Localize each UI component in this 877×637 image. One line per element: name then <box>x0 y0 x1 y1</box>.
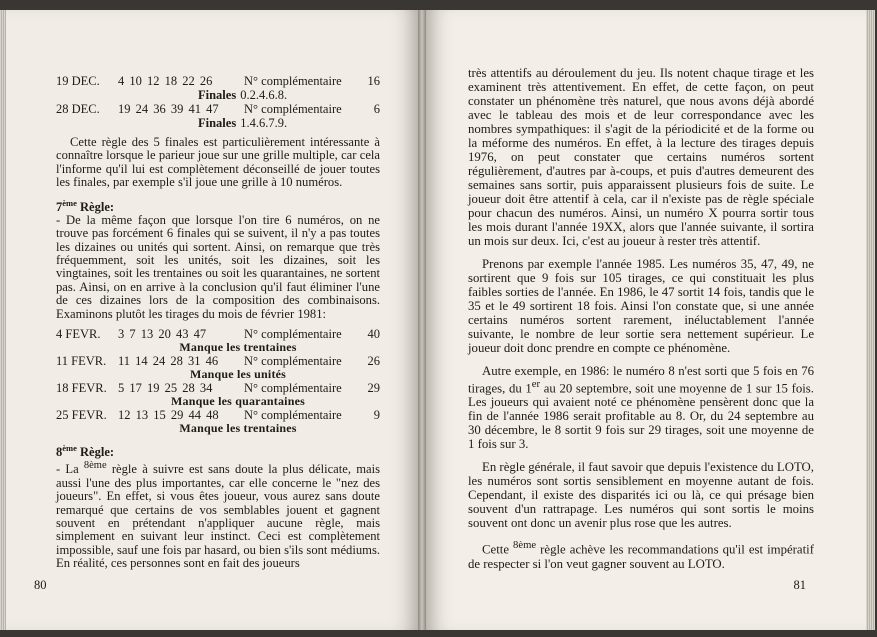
complementary-label: N° complémentaire <box>244 74 342 88</box>
paragraph-general-rule: En règle générale, il faut savoir que depuis l'existence du LOTO, les numéros sont sortis sensiblement en moyenne autant de fois. Cependant, il existe des disparités ici ou là, ce qui présage bien souvent d'un rattrapage. Les numéros qui sont sortis le moins souvent ont donc un avenir plus rose que les autres. <box>468 460 814 531</box>
complementary-label: N° complémentaire <box>244 354 342 369</box>
paragraph-1985-example: Prenons par exemple l'année 1985. Les numéros 35, 47, 49, ne sortirent que 9 fois sur 105 tirages, ce qui constituait les plus faibles sorties de l'année. En 1986, le 47 sortit 14 fois, tandis que le 35 et le 49 sortirent 18 fois. Ainsi l'on constate que, si une année certains numéros sortent rarement, inéluctablement l'année suivante, le nombre de leur sortie sera nettement supérieur. Le joueur doit donc prendre en compte ce phénomène. <box>468 257 814 355</box>
missing-note: Manque les unités <box>189 367 287 382</box>
draw-row-28-dec <box>56 102 380 116</box>
complementary-number: 16 <box>367 74 380 88</box>
complementary-number: 40 <box>367 327 380 342</box>
draw-numbers: 11 14 24 28 31 46 <box>118 354 219 369</box>
finals-line <box>56 116 380 130</box>
page-number-right: 81 <box>793 578 806 592</box>
rule-7-heading <box>56 196 380 214</box>
draw-numbers: 12 13 15 29 44 48 <box>118 408 219 423</box>
right-page <box>426 10 866 630</box>
draw-date: 28 DEC. <box>56 102 100 116</box>
complementary-number: 26 <box>367 354 380 369</box>
finals-values: 1.4.6.7.9. <box>240 116 288 130</box>
draw-date: 19 DEC. <box>56 74 100 88</box>
december-draws <box>56 74 380 130</box>
draw-row-11-feb <box>56 354 380 368</box>
ordinal-superscript: 8ème <box>83 460 107 472</box>
complementary-label: N° complémentaire <box>244 408 342 423</box>
missing-note: Manque les trentaines <box>179 340 297 355</box>
page-number-left: 80 <box>34 578 47 592</box>
paragraph-rule-8 <box>56 459 380 570</box>
paragraph-start: Autre exemple, en 1986: le numéro 8 n'est sorti que 5 fois en 76 tirages, du 1 <box>468 364 814 396</box>
paragraph-attentive-players: très attentifs au déroulement du jeu. Ils notent chaque tirage et les examinent très attentivement. En effet, de cette façon, on peut constater un phénomène très naturel, que nous avons déjà abordé avec le tableau des mois et de leur correspondance avec les nombres sympathiques: il s'agit de la périodicité et de la forme ou la méforme des numéros. En effet, à la lecture des tirages depuis 1976, on peut constater que certains numéros sortent régulièrement, d'autres par à-coups, et puis d'autres demeurent des semaines sans sortir, puis apparaissent plusieurs fois de suite. Le joueur doit être attentif à cela, car il n'existe pas de règle spéciale pour chacun des numéros. Ainsi, un numéro X pourra sortir tous les mois durant l'année 19XX, alors que l'année suivante, il sortira un mois sur deux. Ici, c'est au joueur à rester très attentif. <box>468 66 814 248</box>
complementary-label: N° complémentaire <box>244 381 342 396</box>
finals-label: Finales <box>198 116 237 130</box>
draw-numbers: 4 10 12 18 22 26 <box>118 74 213 88</box>
draw-date: 25 FEVR. <box>56 408 107 423</box>
paragraph-rest: règle achève les recommandations qu'il est impératif de respecter si l'on veut gagner souvent au LOTO. <box>468 542 814 571</box>
ordinal-superscript: 8ème <box>513 540 537 552</box>
missing-note: Manque les trentaines <box>179 421 297 436</box>
complementary-number: 29 <box>367 381 380 396</box>
paragraph-start: Cette <box>482 542 514 557</box>
paragraph-five-finals: Cette règle des 5 finales est particulièrement intéressante à connaître lorsque le parieur joue sur une grille multiple, car cela l'informe qu'il lui est complètement déconseillé de jouer toutes les finales, par exemple s'il joue une grille à 10 numéros. <box>56 135 380 190</box>
right-page-edge <box>866 10 875 630</box>
paragraph-1986-example <box>468 364 814 451</box>
rule-ordinal: ème <box>62 197 77 208</box>
complementary-label: N° complémentaire <box>244 327 342 342</box>
finals-line <box>56 88 380 102</box>
book-gutter <box>418 10 426 630</box>
february-draws <box>56 327 380 435</box>
rule-word: Règle: <box>80 445 115 460</box>
missing-note: Manque les quarantaines <box>171 394 305 409</box>
draw-date: 11 FEVR. <box>56 354 107 369</box>
draw-numbers: 5 17 19 25 28 34 <box>118 381 213 396</box>
draw-row-19-dec <box>56 74 380 88</box>
paragraph-conclusion <box>468 539 814 570</box>
complementary-number: 6 <box>373 102 380 116</box>
finals-values: 0.2.4.6.8. <box>240 88 288 102</box>
draw-row-4-feb <box>56 327 380 341</box>
draw-date: 18 FEVR. <box>56 381 107 396</box>
paragraph-rest: règle à suivre est sans doute la plus délicate, mais aussi l'une des plus importantes, car elle concerne le "nez des joueurs". En effet, si vous êtes joueur, vous aurez sans doute remarqué que certains de vos semblables jouent et gagnent souvent en prétendant n'appliquer aucune règle, mais simplement en suivant leur instinct. Ceci est complètement impossible, sauf une fois par hasard, ou bien s'ils sont médiums. En réalité, ces personnes sont en fait des joueurs <box>56 462 380 571</box>
draw-row-18-feb <box>56 381 380 395</box>
paragraph-rest: au 20 septembre, soit une moyenne de 1 sur 15 fois. Les joueurs qui avaient noté ce phénomène pensèrent donc que la fin de l'année 1986 serait profitable au 8. Or, du 24 septembre au 30 décembre, le 8 sortit 9 fois sur 29 tirages, soit une moyenne de 1 fois sur 3. <box>468 381 814 452</box>
finals-label: Finales <box>198 88 237 102</box>
rule-number: 7 <box>56 199 63 214</box>
paragraph-start: - La <box>56 462 84 477</box>
draw-row-25-feb <box>56 408 380 422</box>
complementary-number: 9 <box>373 408 380 423</box>
ordinal-superscript: er <box>531 379 541 390</box>
rule-number: 8 <box>56 445 63 460</box>
left-page <box>6 10 418 630</box>
paragraph-rule-7: - De la même façon que lorsque l'on tire 6 numéros, on ne trouve pas forcément 6 finales qui se suivent, il n'y a pas toutes les dizaines ou unités qui sortent. Ainsi, on remarque que très fréquemment, soit les unités, soit les dizaines, soit les vingtaines, soit les trentaines ou soit les quarantaines, ne sortent pas. Ainsi, on en arrive à la conclusion qu'il faut éliminer l'une de ces dizaines lors de la composition des combinaisons. Examinons plutôt les tirages du mois de février 1981: <box>56 212 380 321</box>
draw-date: 4 FEVR. <box>56 327 101 342</box>
rule-8-heading <box>56 441 380 459</box>
rule-ordinal: ème <box>62 443 77 454</box>
rule-word: Règle: <box>80 199 115 214</box>
draw-numbers: 19 24 36 39 41 47 <box>118 102 219 116</box>
draw-numbers: 3 7 13 20 43 47 <box>118 327 207 342</box>
complementary-label: N° complémentaire <box>244 102 342 116</box>
